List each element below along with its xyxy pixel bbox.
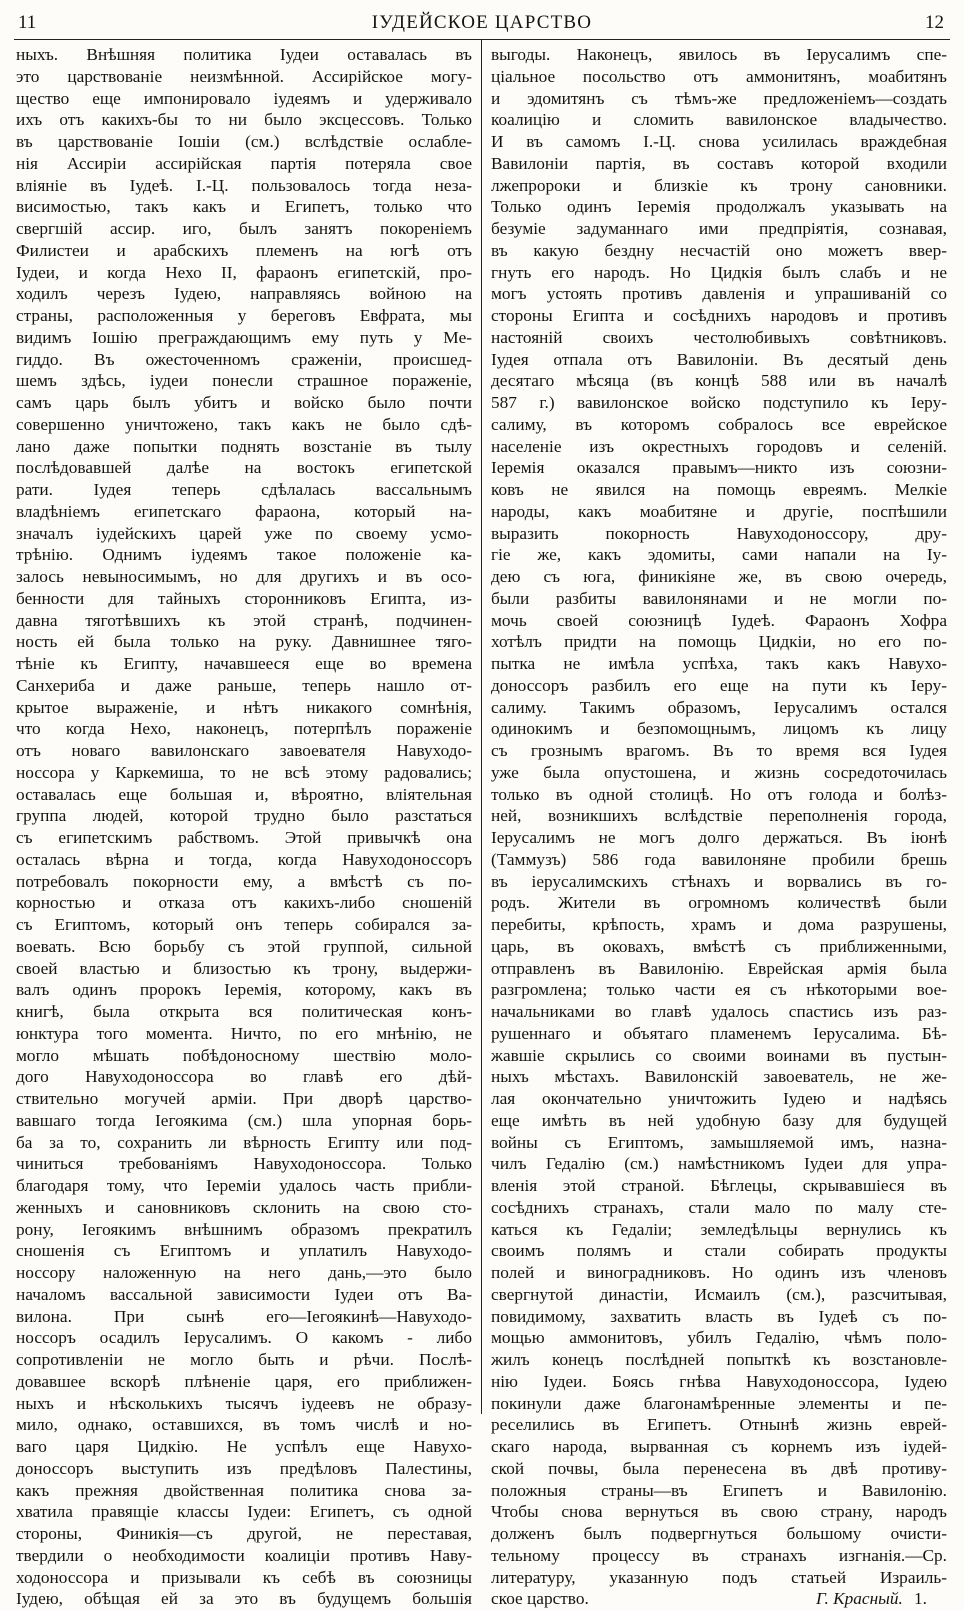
text-line: покинули даже благонамѣренные элементы и пе- [491, 1393, 947, 1413]
text-line: доноссоръ выступить изъ предѣловъ Палестины, [16, 1458, 472, 1478]
text-line: и эдомитянъ съ тѣмъ-же предложеніемъ—создать [491, 88, 947, 108]
text-line: (Таммузъ) 586 года вавилоняне пробили брешь [491, 849, 947, 869]
right-column [491, 44, 947, 1610]
text-line: носсоръ осадилъ Іерусалимъ. О какомъ - либо [16, 1328, 472, 1348]
text-line: съ Египтомъ, который онъ теперь собирался за- [16, 915, 472, 934]
text-line: съ египетскимъ рабствомъ. Этой привычкѣ она [16, 828, 472, 847]
text-line: скаго народа, вырванная съ корнемъ изъ іудей- [491, 1437, 947, 1456]
text-line: значалъ іудейскихъ царей уже по своему усмо- [16, 523, 472, 543]
text-line: воевать. Всю борьбу съ этой группой, сильной [16, 936, 472, 956]
text-line: своимъ полямъ и стали собирать продукты [491, 1241, 947, 1261]
text-line: потребовалъ покорности ему, а вмѣстѣ съ по- [16, 871, 472, 891]
text-line: щество еще импонировало іудеямъ и удерживало [16, 88, 472, 108]
text-line: группа людей, которой трудно было разстаться [16, 806, 472, 826]
text-line: салиму, въ которомъ собралось все еврейское [491, 414, 947, 434]
text-line: начальниками во главѣ удалось спастись изъ раз- [491, 1002, 947, 1021]
text-line: войны съ Египтомъ, замышляемой имъ, назна- [491, 1132, 947, 1152]
text-line: мощью аммонитовъ, убилъ Гедалію, чѣмъ поло- [491, 1328, 947, 1348]
text-line: пытка не имѣла успѣха, такъ какъ Навухо- [491, 654, 947, 673]
page-number-right: 12 [925, 12, 944, 33]
text-line: жавшіе скрылись со своими воинами въ пустын- [491, 1045, 947, 1065]
text-line: давна тяготѣвшихъ къ этой странѣ, подчинен- [16, 610, 472, 630]
text-line: совершенно уничтожено, такъ какъ не было сдѣ- [16, 414, 472, 434]
right-column-lines [491, 44, 947, 1588]
text-line: отъ новаго вавилонскаго завоевателя Навуходо- [16, 741, 472, 760]
text-line: коалицію и сломить вавилонское владычество. [491, 110, 947, 130]
text-line: лая окончательно уничтожить Іудею и надѣясь [491, 1089, 947, 1108]
text-line: валъ одинъ пророкъ Іеремія, которому, какъ въ [16, 980, 472, 1000]
text-line: могло мѣшать побѣдоносному шествію моло- [16, 1045, 472, 1065]
text-line: населеніе изъ окрестныхъ городовъ и селеній. [491, 436, 947, 456]
text-line: Филистеи и арабскихъ племенъ на югѣ отъ [16, 240, 472, 260]
text-line: настояній своихъ честолюбивыхъ совѣтниковъ. [491, 327, 947, 347]
text-line: дею съ юга, финикіяне же, въ свою очередь, [491, 567, 947, 586]
text-line: вліяніе въ Іудеѣ. І.-Ц. пользовалось тогда неза- [16, 175, 472, 195]
text-line: каться къ Гедаліи; земледѣльцы вернулись къ [491, 1219, 947, 1239]
text-line: въ какую бездну несчастій оно можетъ ввер- [491, 240, 947, 260]
text-line: разгромлена; только части ея съ нѣкоторыми вое- [491, 980, 947, 1000]
text-line: корностью и отказа отъ какихъ-либо сношеній [16, 893, 472, 913]
text-line: хотѣлъ придти на помощь Цидкіи, но его по- [491, 632, 947, 652]
text-line: Іерусалимъ не могъ долго держаться. Въ іюнѣ [491, 828, 947, 847]
text-line: чилъ Гедалію (см.) намѣстникомъ Іудеи для упра- [491, 1154, 947, 1174]
text-line: сопротивленіи не могло быть и рѣчи. Послѣ- [16, 1350, 472, 1369]
text-line: Іудеи, и когда Нехо II, фараонъ египетскій, про- [16, 262, 472, 282]
text-line: ность ей была только на руку. Давнишнее тяго- [16, 632, 472, 652]
text-line: мочь своей союзницѣ Іудеѣ. Фараонъ Хофра [491, 610, 947, 630]
text-line: ихъ отъ какихъ-бы то ни было эксцессовъ. Только [16, 110, 472, 130]
text-line: гіе же, какъ эдомиты, сами напали на Іу- [491, 545, 947, 565]
text-line: И въ самомъ І.-Ц. снова усилилась враждебная [491, 132, 947, 151]
text-line: долженъ былъ подвергнуться большому очисти- [491, 1524, 947, 1543]
text-line: въ іерусалимскихъ стѣнахъ и ворвались въ го- [491, 871, 947, 891]
header-rule [14, 39, 950, 40]
text-line: свергнутой династіи, Исмаилъ (см.), разсчитывая, [491, 1284, 947, 1304]
text-line: перебиты, крѣпость, храмъ и дома разрушены, [491, 915, 947, 934]
text-line: отправленъ въ Вавилонію. Еврейская армія была [491, 958, 947, 978]
text-line: юнктура того момента. Ничто, по его мнѣнію, не [16, 1023, 472, 1043]
text-line: въ царствованіе Іошіи (см.) вслѣдствіе ослабле- [16, 132, 472, 151]
text-line: послѣдовавшей далѣе на востокъ египетской [16, 458, 472, 478]
text-line: жилъ конецъ послѣдней попыткѣ къ возстановле- [491, 1350, 947, 1369]
text-line: свергшій ассир. иго, былъ занятъ покореніемъ [16, 219, 472, 238]
text-line: висимостью, такъ какъ и Египетъ, только что [16, 197, 472, 217]
text-line: уже была опустошена, и жизнь сосредоточилась [491, 762, 947, 782]
text-line: Іудея отпала отъ Вавилоніи. Въ десятый день [491, 349, 947, 369]
text-line: Только одинъ Іеремія продолжалъ указывать на [491, 197, 947, 217]
text-line: своей властью и близостью къ трону, выдержи- [16, 958, 472, 978]
text-line: это царствованіе неизмѣнной. Ассирійское могу- [16, 66, 472, 86]
text-line: тѣніе къ Египту, начавшееся еще во времена [16, 654, 472, 673]
text-line: безуміе задуманнаго ими предпріятія, сознавая, [491, 219, 947, 238]
text-line: сосѣднихъ странахъ, стали мало по малу сте- [491, 1197, 947, 1217]
text-line: повидимому, захватить власть въ Іудеѣ съ по- [491, 1306, 947, 1326]
text-line: Вавилоніи партія, въ составъ которой входили [491, 153, 947, 173]
text-line: Іеремія оказался правымъ—никто изъ союзни- [491, 458, 947, 478]
text-line: доноссоръ разбилъ его еще на пути къ Іеру- [491, 675, 947, 695]
text-line: ныхъ. Внѣшняя политика Іудеи оставалась въ [16, 45, 472, 64]
text-line: трѣнію. Однимъ іудеямъ такое положеніе ка- [16, 545, 472, 565]
text-line: женныхъ и сановниковъ склонить на свою сто- [16, 1197, 472, 1217]
text-line: бенности для тайныхъ сторонниковъ Египта, из- [16, 588, 472, 608]
text-line: положныя страны—въ Египетъ и Вавилонію. [491, 1480, 947, 1500]
text-line: сношенія съ Египтомъ и уплатилъ Навуходо- [16, 1241, 472, 1261]
text-line: выгоды. Наконецъ, явилось въ Іерусалимъ спе- [491, 45, 947, 64]
text-line: Санхериба и даже раньше, теперь нашло от- [16, 675, 472, 695]
text-line: ствительно могучей арміи. При дворѣ царство- [16, 1089, 472, 1108]
text-line: книгѣ, была открыта вся политическая конъ- [16, 1002, 472, 1021]
text-line: самъ царь былъ убитъ и войско было почти [16, 393, 472, 412]
text-line: носсора у Каркемиша, то не всѣ этому радовались; [16, 762, 472, 782]
text-line: залось невыносимымъ, но для другихъ и въ осо- [16, 567, 472, 586]
text-line: выразить покорность Навуходоноссору, дру- [491, 523, 947, 543]
text-line: страны, расположенныя у береговъ Евфрата, мы [16, 306, 472, 325]
text-line: гнуть его народъ. Но Цидкія былъ слабъ и не [491, 262, 947, 282]
text-line: ныхъ и нѣсколькихъ тысячъ іудеевъ не образу- [16, 1393, 472, 1413]
text-line: что когда Нехо, наконецъ, потерпѣлъ пораженіе [16, 719, 472, 739]
text-line: видимъ Іошію преграждающимъ ему путь у Me- [16, 327, 472, 347]
text-line: только въ одной столицѣ. Но отъ голода и болѣз- [491, 784, 947, 804]
column-divider [481, 40, 482, 1414]
text-line: ваго царя Цидкію. Не успѣлъ еще Навухо- [16, 1437, 472, 1456]
text-line: оставалась еще большая и, вѣроятно, вліятельная [16, 784, 472, 804]
text-line: одинокимъ и безпомощнымъ, лицомъ къ лицу [491, 719, 947, 739]
text-line: лано даже попытки поднять возстаніе въ тылу [16, 436, 472, 456]
text-line: твердили о необходимости коалиціи противъ Наву- [16, 1545, 472, 1565]
text-line: осталась вѣрна и тогда, когда Навуходоноссоръ [16, 849, 472, 869]
text-line: были разбиты вавилонянами и не могли по- [491, 588, 947, 608]
closing-text: ское царство. [491, 1589, 589, 1609]
left-column [16, 44, 472, 1610]
text-line: рону, Іегоякимъ внѣшнимъ образомъ прекратилъ [16, 1219, 472, 1239]
text-line: носсору наложенную на него дань,—это было [16, 1263, 472, 1282]
page-number-left: 11 [18, 12, 37, 33]
text-line: началомъ вассальной зависимости Іудеи отъ Ва- [16, 1284, 472, 1304]
text-line: ковъ не явился на помощь евреямъ. Мелкіе [491, 480, 947, 499]
article-number: 1. [914, 1589, 927, 1609]
text-line: еще имѣть въ ней удобную базу для будущей [491, 1110, 947, 1130]
text-line: довавшее вскорѣ плѣненіе царя, его приближен- [16, 1371, 472, 1391]
text-line: 587 г.) вавилонское войско подступило къ Іеру- [491, 393, 947, 412]
author-signature: Г. Красный. [816, 1589, 903, 1609]
text-line: какъ прежняя двойственная политика снова за- [16, 1480, 472, 1500]
text-line: Чтобы снова вернуться въ свою страну, народъ [491, 1502, 947, 1522]
text-line: гиддо. Въ ожесточенномъ сраженіи, происшед- [16, 349, 472, 369]
text-line: салиму. Такимъ образомъ, Іерусалимъ остался [491, 697, 947, 717]
text-line: ходоноссора и призывали къ себѣ въ союзницы [16, 1567, 472, 1587]
text-line: крытое выраженіе, и нѣтъ никакого сомнѣнія, [16, 697, 472, 717]
text-line: вленія этой страной. Бѣглецы, скрывавшіеся въ [491, 1176, 947, 1195]
running-title: ІУДЕЙСКОЕ ЦАРСТВО [371, 12, 593, 33]
text-line: могъ устоять противъ давленія и упрашиваній со [491, 284, 947, 304]
text-line: полей и виноградниковъ. Но одинъ изъ членовъ [491, 1263, 947, 1282]
text-line: стороны, Финикія—съ другой, не переставая, [16, 1524, 472, 1543]
text-line: родъ. Жители въ огромномъ количествѣ были [491, 893, 947, 913]
text-line: стороны Египта и сосѣднихъ народовъ и противъ [491, 306, 947, 325]
text-line: лжепророки и близкіе къ трону сановники. [491, 175, 947, 195]
text-line: ціальное посольство отъ аммонитянъ, моабитянъ [491, 66, 947, 86]
text-line: чиниться требованіямъ Навуходоноссора. Только [16, 1154, 472, 1174]
text-line: ныхъ мѣстахъ. Вавилонскій завоеватель, не же- [491, 1067, 947, 1087]
text-line: нія Ассиріи ассирійская партія потеряла свое [16, 153, 472, 173]
text-line: рати. Іудея теперь сдѣлалась вассальнымъ [16, 480, 472, 499]
text-line: ней, возникшихъ вслѣдствіе переполненія города, [491, 806, 947, 826]
text-line: рушеннаго и объятаго пламенемъ Іерусалима. Бѣ- [491, 1023, 947, 1043]
closing-line [491, 1588, 947, 1610]
text-line: вилона. При сынѣ его—Іегоякинѣ—Навуходо- [16, 1306, 472, 1326]
text-line: народы, какъ моабитяне и другіе, поспѣшили [491, 501, 947, 521]
text-line: реселились въ Египетъ. Отнынѣ жизнь еврей- [491, 1415, 947, 1435]
text-line: десятаго мѣсяца (въ концѣ 588 или въ началѣ [491, 371, 947, 391]
text-line: шемъ здѣсь, іудеи понесли страшное пораженіе, [16, 371, 472, 391]
text-line: ской почвы, была перенесена въ двѣ противу- [491, 1458, 947, 1478]
text-line: дого Навуходоноссора во главѣ его дѣй- [16, 1067, 472, 1087]
text-line: мило, однако, оставшихся, въ томъ числѣ и но- [16, 1415, 472, 1435]
text-line: ба за то, сохранить ли вѣрность Египту или под- [16, 1132, 472, 1152]
text-line: хватила правящіе классы Іудеи: Египетъ, съ одной [16, 1502, 472, 1522]
text-line: царь, въ оковахъ, вмѣстѣ съ приближенными, [491, 936, 947, 956]
text-line: благодаря тому, что Іереміи удалось часть прибли- [16, 1176, 472, 1195]
text-line: съ грознымъ врагомъ. Въ то время вся Іудея [491, 741, 947, 760]
text-line: нію Іудеи. Боясь гнѣва Навуходоноссора, Іудею [491, 1371, 947, 1391]
text-line: литературу, указанную подъ статьей Израиль- [491, 1567, 947, 1587]
text-line: тельному процессу въ странахъ изгнанія.—Ср. [491, 1545, 947, 1565]
text-line: вавшаго тогда Іегоякима (см.) шла упорная борь- [16, 1110, 472, 1130]
page-header [14, 8, 950, 38]
text-line: владѣніемъ египетскаго фараона, который на- [16, 501, 472, 521]
text-line: Іудею, обѣщая ей за это въ будущемъ большія [16, 1589, 472, 1609]
text-line: ходилъ черезъ Іудею, направляясь войною на [16, 284, 472, 304]
